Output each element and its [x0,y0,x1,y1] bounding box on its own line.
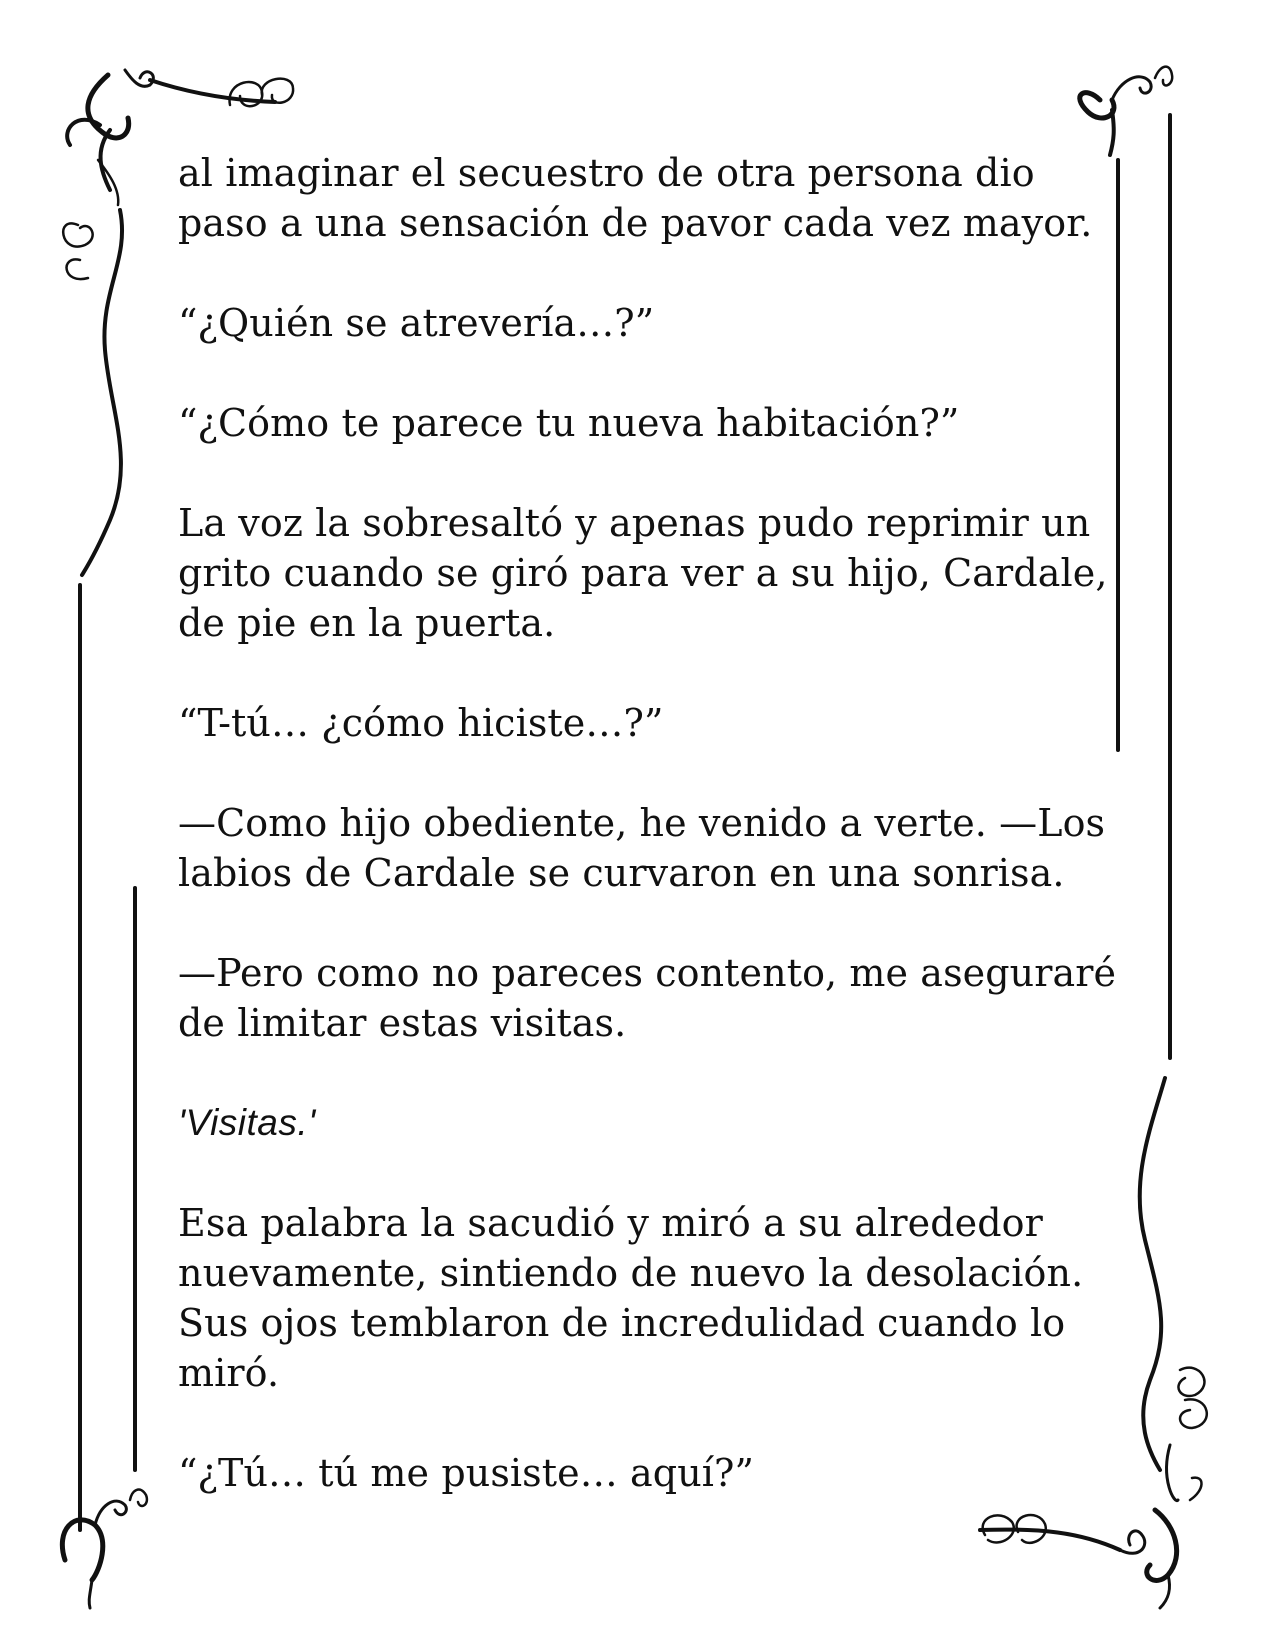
text-line: de limitar estas visitas. [178,1001,627,1045]
text-line: “¿Tú… tú me pusiste… aquí?” [178,1451,755,1495]
flourish-bottom-left [62,1490,147,1608]
text-line: Esa palabra la sacudió y miró a su alrededor [178,1201,1043,1245]
text-line: de pie en la puerta. [178,601,556,645]
text-line: La voz la sobresaltó y apenas pudo reprimir un [178,501,1091,545]
text-line: “T-tú… ¿cómo hiciste…?” [178,701,664,745]
text-line: Sus ojos temblaron de incredulidad cuando lo [178,1301,1066,1345]
text-line: “¿Cómo te parece tu nueva habitación?” [178,401,960,445]
text-line: labios de Cardale se curvaron en una sonrisa. [178,851,1065,895]
paragraph [178,798,1108,898]
text-line: nuevamente, sintiendo de nuevo la desolación. [178,1251,1084,1295]
paragraph [178,298,1108,348]
paragraph [178,948,1117,1048]
text-line: —Pero como no pareces contento, me aseguraré [178,951,1117,995]
paragraph [178,148,1108,248]
text-line: miró. [178,1351,280,1395]
paragraph [178,1198,1108,1398]
paragraph [178,398,1108,448]
flourish-top-right [1080,67,1172,155]
flourish-right-lower [1140,1078,1207,1501]
page-text [178,148,1117,1548]
text-line: grito cuando se giró para ver a su hijo, Cardale, [178,551,1108,595]
text-line: paso a una sensación de pavor cada vez mayor. [178,201,1093,245]
paragraph [178,498,1108,648]
paragraph [178,1448,1108,1498]
text-line: “¿Quién se atrevería…?” [178,301,655,345]
paragraph [178,698,1108,748]
text-line: —Como hijo obediente, he venido a verte. —Los [178,801,1106,845]
paragraph [178,1098,1108,1148]
text-line: al imaginar el secuestro de otra persona dio [178,151,1035,195]
text-line: 'Visitas.' [178,1102,316,1143]
